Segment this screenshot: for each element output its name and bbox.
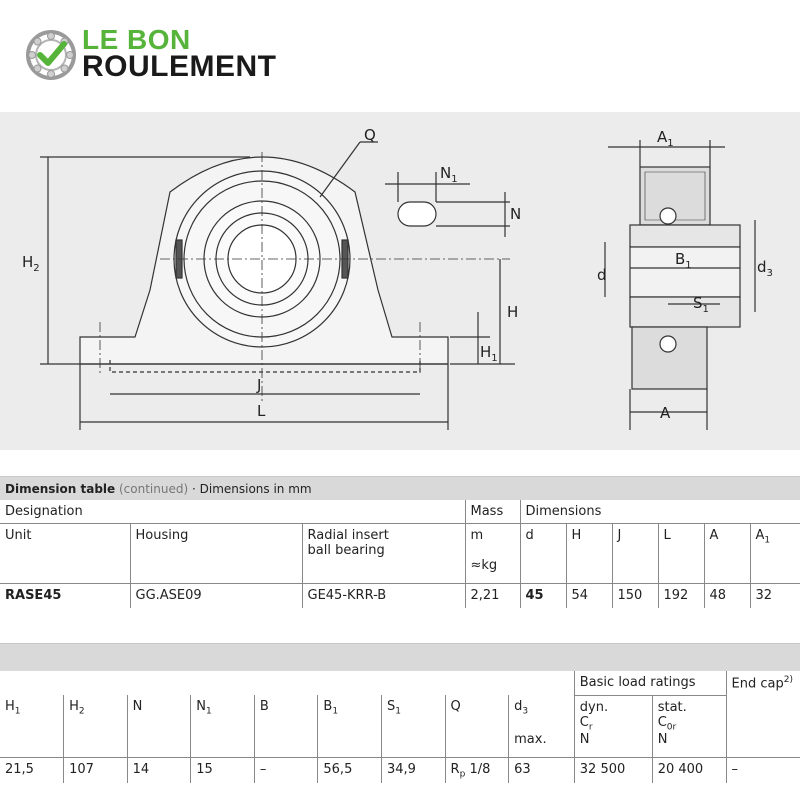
header <box>0 0 800 112</box>
col-mass: m ≈kg <box>465 524 520 584</box>
cell-d: 45 <box>520 584 566 608</box>
cell-bearing: GE45-KRR-B <box>302 584 465 608</box>
dimension-table <box>0 476 800 608</box>
label-N1: $N_1$ <box>440 164 458 185</box>
col-housing: Housing <box>130 524 302 584</box>
cell-C0r: 20 400 <box>652 757 726 783</box>
cell-N: 14 <box>127 757 191 783</box>
cell-B1: 56,5 <box>318 757 382 783</box>
col-B1: $B_1$ <box>318 695 382 757</box>
header-load-ratings: Basic load ratings <box>574 671 726 695</box>
pillow-block-drawing <box>0 112 800 450</box>
header-mass: Mass <box>465 500 520 524</box>
cell-B: – <box>254 757 318 783</box>
label-H: H <box>507 303 519 321</box>
cell-H2: 107 <box>64 757 128 783</box>
label-A1: $A_1$ <box>657 128 674 149</box>
col-d: d <box>520 524 566 584</box>
col-dyn: dyn. $C_r$ N <box>574 695 652 757</box>
bearing-logo-icon <box>26 30 76 80</box>
col-J: J <box>612 524 658 584</box>
cell-H1: 21,5 <box>5 761 34 777</box>
cell-housing: GG.ASE09 <box>130 584 302 608</box>
cell-mass: 2,21 <box>465 584 520 608</box>
label-J: J <box>257 376 262 394</box>
label-d3: $d_3$ <box>757 258 773 279</box>
label-H2: $H_2$ <box>22 253 40 274</box>
col-S1: $S_1$ <box>381 695 445 757</box>
label-A: A <box>660 404 671 422</box>
cell-L: 192 <box>658 584 704 608</box>
col-H: H <box>566 524 612 584</box>
technical-drawing <box>0 112 800 450</box>
cell-A: 48 <box>704 584 750 608</box>
cell-H: 54 <box>566 584 612 608</box>
col-A: A <box>704 524 750 584</box>
cell-A1: 32 <box>750 584 800 608</box>
cell-d3: 63 <box>509 757 575 783</box>
label-Q: Q <box>364 126 376 144</box>
label-S1: $S_1$ <box>693 294 709 315</box>
cell-S1: 34,9 <box>381 757 445 783</box>
col-B: B <box>254 695 318 757</box>
col-N: N <box>127 695 191 757</box>
col-d3: $d_3$ max. <box>509 695 575 757</box>
cell-endcap: – <box>726 757 800 783</box>
label-L: L <box>257 402 266 420</box>
dimension-table-title: Dimension table (continued) · Dimensions in mm <box>0 476 800 500</box>
col-H1: $H_1$ <box>0 695 64 757</box>
label-H1: $H_1$ <box>480 343 498 364</box>
table-row <box>0 757 800 783</box>
col-N1: $N_1$ <box>191 695 255 757</box>
col-A1: $A_1$ <box>750 524 800 584</box>
header-designation: Designation <box>0 500 465 524</box>
col-stat: stat. $C_{0r}$ N <box>652 695 726 757</box>
cell-unit: RASE45 <box>5 588 62 603</box>
col-bearing: Radial insert ball bearing <box>302 524 465 584</box>
col-unit: Unit <box>0 524 130 584</box>
cell-Cr: 32 500 <box>574 757 652 783</box>
header-dimensions: Dimensions <box>520 500 800 524</box>
header-end-cap: End cap$^{2)}$ <box>726 671 800 695</box>
col-H2: $H_2$ <box>64 695 128 757</box>
blank-header <box>0 671 574 695</box>
label-B1: $B_1$ <box>675 250 692 271</box>
brand-line1: LE BON <box>82 24 191 55</box>
cell-J: 150 <box>612 584 658 608</box>
label-d: d <box>597 266 607 284</box>
col-endcap <box>726 695 800 757</box>
cell-Q: $R_p$ 1/8 <box>445 757 509 783</box>
dimension-table-continued <box>0 671 800 783</box>
col-Q: Q <box>445 695 509 757</box>
label-N: N <box>510 205 522 223</box>
table-row <box>0 584 800 608</box>
table-separator <box>0 643 800 671</box>
brand-line2: ROULEMENT <box>82 50 277 83</box>
cell-N1: 15 <box>191 757 255 783</box>
col-L: L <box>658 524 704 584</box>
